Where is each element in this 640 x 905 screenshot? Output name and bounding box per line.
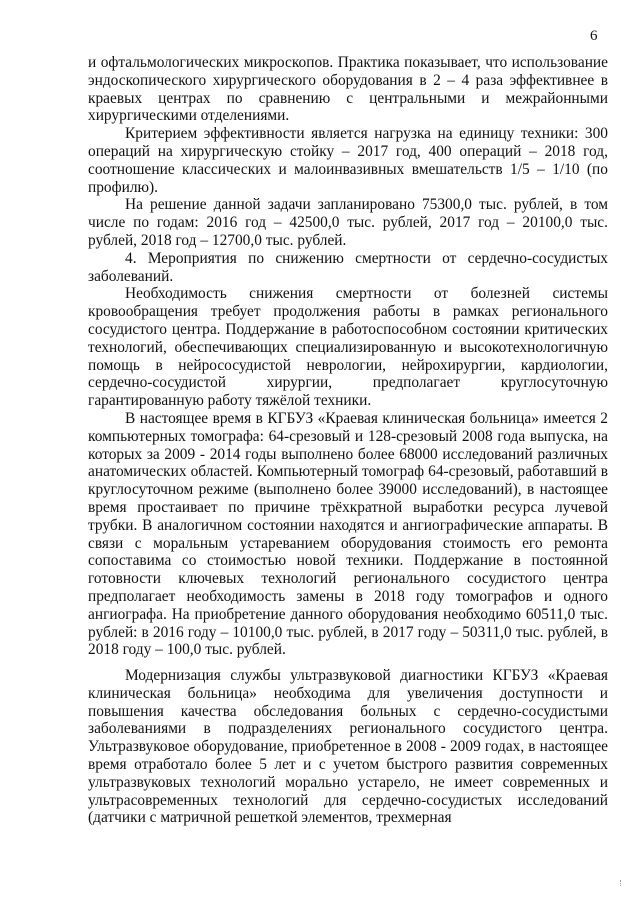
- paragraph-mortality-reduction: Необходимость снижения смертности от болезней системы кровообращения требует продолжения работы в рамках регионального сосудистого центра. Поддержание в работоспособном состоянии критических технологий, обеспечивающих специализированную и высокотехнологичную помощь в нейрососудистой неврологии, нейрохирургии, кардиологии, сердечно-сосудистой хирургии, предполагает круглосуточную гарантированную работу тяжёлой техники.: [88, 285, 608, 410]
- paragraph-tomographs: В настоящее время в КГБУЗ «Краевая клиническая больница» имеется 2 компьютерных томографа: 64-срезовый и 128-срезовый 2008 года выпуска, на которых за 2009 - 2014 годы выполнено более 68000 исследований различных анатомических областей. Компьютерный томограф 64-срезовый, работавший в круглосуточном режиме (выполнено более 39000 исследований), в настоящее время простаивает по причине трёхкратной выработки ресурса лучевой трубки. В аналогичном состоянии находятся и ангиографические аппараты. В связи с моральным устареванием оборудования стоимость его ремонта сопоставима со стоимостью новой техники. Поддержание в постоянной готовности ключевых технологий регионального сосудистого центра предполагает необходимость замены в 2018 году томографов и одного ангиографа. На приобретение данного оборудования необходимо 60511,0 тыс. рублей: в 2016 году – 10100,0 тыс. рублей, в 2017 году – 50311,0 тыс. рублей, в 2018 году – 100,0 тыс. рублей.: [88, 409, 608, 659]
- scan-artifact: [620, 880, 625, 886]
- section-heading-cardiovascular: 4. Мероприятия по снижению смертности от сердечно-сосудистых заболеваний.: [88, 249, 608, 285]
- page-number: 6: [590, 28, 598, 44]
- paragraph-continuation: и офтальмологических микроскопов. Практика показывает, что использование эндоскопического хирургического оборудования в 2 – 4 раза эффективнее в краевых центрах по сравнению с центральными и межрайонными хирургическими отделениями.: [88, 54, 608, 125]
- paragraph-ultrasound-modernization: Модернизация службы ультразвуковой диагностики КГБУЗ «Краевая клиническая больница» необходима для увеличения доступности и повышения качества обследования больных с сердечно-сосудистыми заболеваниями в подразделениях регионального сосудистого центра. Ультразвуковое оборудование, приобретенное в 2008 - 2009 годах, в настоящее время отработало более 5 лет и с учетом быстрого развития современных ультразвуковых технологий морально устарело, не имеет современных и ультрасовременных технологий для сердечно-сосудистых исследований (датчики с матричной решеткой элементов, трехмерная: [88, 667, 608, 827]
- paragraph-funding-plan: На решение данной задачи запланировано 75300,0 тыс. рублей, в том числе по годам: 2016 год – 42500,0 тыс. рублей, 2017 год – 20100,0 тыс. рублей, 2018 год – 12700,0 тыс. рублей.: [88, 196, 608, 249]
- paragraph-efficiency-criterion: Критерием эффективности является нагрузка на единицу техники: 300 операций на хирургическую стойку – 2017 год, 400 операций – 2018 год, соотношение классических и малоинвазивных вмешательств 1/5 – 1/10 (по профилю).: [88, 125, 608, 196]
- document-body: [88, 54, 608, 827]
